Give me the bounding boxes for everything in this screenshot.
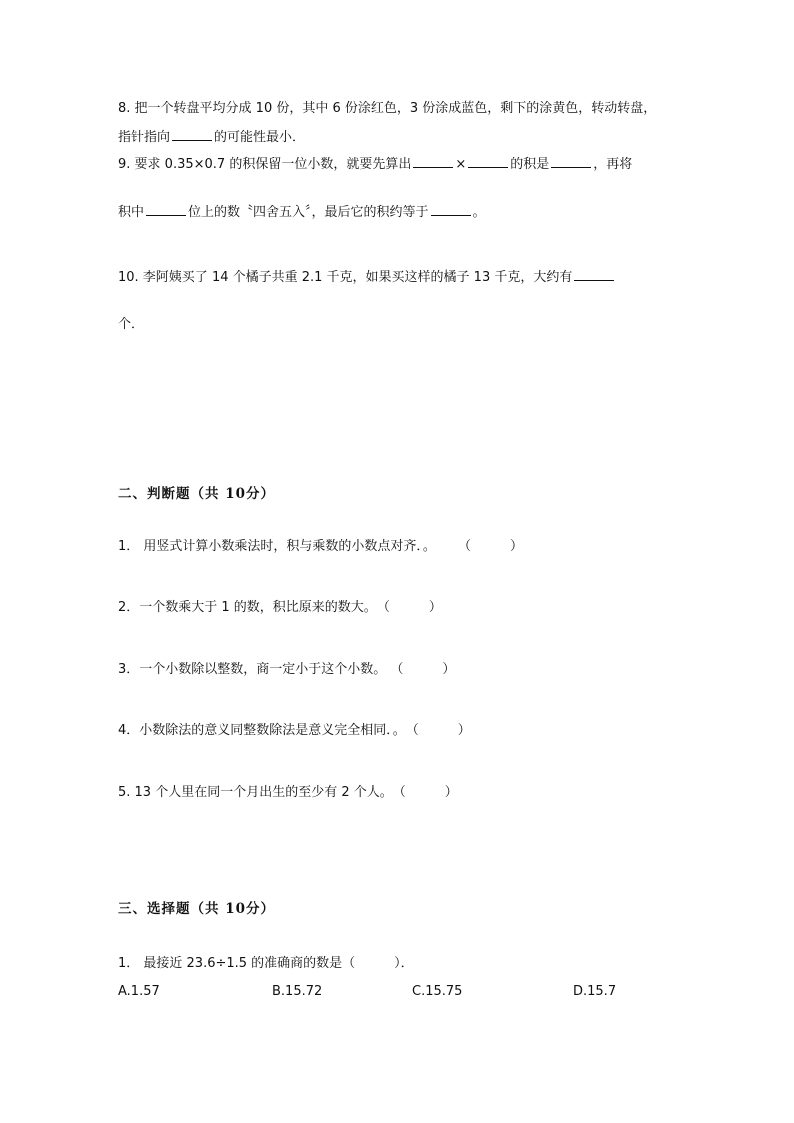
section3-title: 三、选择题（共 10分） [118, 901, 275, 917]
q10-text-b: 个． [118, 317, 145, 332]
tf-item-3 [118, 661, 455, 679]
tf-item-4 [118, 722, 471, 740]
q9-blank-5[interactable] [431, 203, 471, 216]
q9-text-d: ，再将 [593, 157, 633, 172]
tf-item-4-text: 4．小数除法的意义同整数除法是意义完全相同．。 [118, 723, 406, 738]
tf-item-5 [118, 784, 458, 802]
q8-text-2b: 的可能性最小． [214, 130, 306, 145]
mc-question-1-text: 1． 最接近 23.6÷1.5 的准确商的数是（ ）． [118, 956, 414, 971]
q8-text-1: 8. 把一个转盘平均分成 10 份，其中 6 份涂红色，3 份涂成蓝色，剩下的涂黄色，转动转盘， [118, 101, 657, 116]
section2-title: 二、判断题（共 10分） [118, 486, 275, 502]
option-c[interactable]: C.15.75 [412, 984, 463, 999]
tf-item-4-answer[interactable]: （ ） [405, 723, 471, 738]
q10-line2 [118, 316, 144, 334]
q9-text-a: 9. 要求 0.35×0.7 的积保留一位小数，就要先算出 [118, 157, 412, 172]
tf-item-2 [118, 599, 442, 617]
tf-item-2-answer[interactable]: （ ） [376, 600, 442, 615]
q9-line1 [118, 155, 632, 174]
tf-item-1-text: 1． 用竖式计算小数乘法时，积与乘数的小数点对齐．。 [118, 539, 436, 554]
tf-item-2-text: 2．一个数乘大于 1 的数，积比原来的数大。 [118, 600, 377, 615]
q9-blank-1[interactable] [413, 155, 453, 168]
q9-text-c: 的积是 [510, 157, 550, 172]
q8-line1 [118, 100, 656, 118]
tf-item-5-text: 5. 13 个人里在同一个月出生的至少有 2 个人。 [118, 785, 393, 800]
q9-blank-3[interactable] [551, 155, 591, 168]
tf-item-1 [118, 538, 523, 556]
q9-text-f: 位上的数〝四舍五入〞，最后它的积约等于 [188, 205, 429, 220]
q10-text-a: 10. 李阿姨买了 14 个橘子共重 2.1 千克，如果买这样的橘子 13 千克，大约有 [118, 270, 573, 285]
q9-text-e: 积中 [118, 205, 145, 220]
q9-blank-4[interactable] [146, 203, 186, 216]
q9-text-b: × [455, 157, 467, 172]
option-a[interactable]: A.1.57 [118, 984, 160, 999]
q10-line1 [118, 268, 616, 287]
mc-question-1 [118, 955, 414, 973]
q9-text-g: 。 [472, 205, 486, 220]
tf-item-3-text: 3．一个小数除以整数，商一定小于这个小数。 [118, 662, 387, 677]
tf-item-5-answer[interactable]: （ ） [392, 785, 458, 800]
q8-line2 [118, 128, 305, 147]
option-d[interactable]: D.15.7 [573, 984, 617, 999]
tf-item-1-answer[interactable]: （ ） [458, 539, 524, 554]
q8-blank[interactable] [172, 128, 212, 141]
q9-line2 [118, 203, 486, 222]
q9-blank-2[interactable] [468, 155, 508, 168]
q8-text-2a: 指针指向 [118, 130, 171, 145]
tf-item-3-answer[interactable]: （ ） [390, 662, 456, 677]
option-b[interactable]: B.15.72 [272, 984, 323, 999]
q10-blank[interactable] [574, 268, 614, 281]
